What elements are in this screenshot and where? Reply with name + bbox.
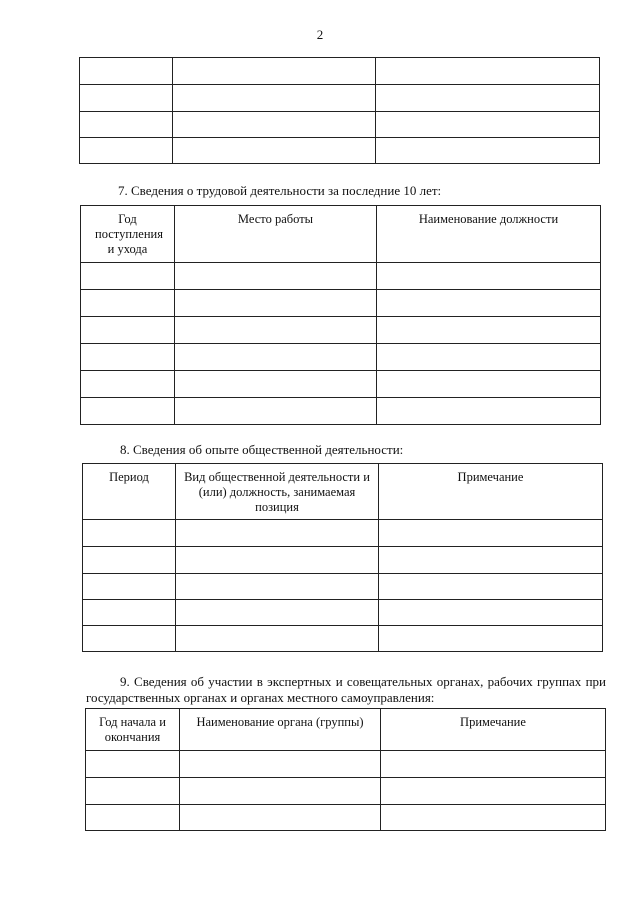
table-cell[interactable]	[83, 574, 176, 600]
table-cell[interactable]	[377, 344, 601, 371]
table-cell[interactable]	[81, 317, 175, 344]
table-cell[interactable]	[379, 600, 603, 626]
table-cell[interactable]	[175, 371, 377, 398]
column-header-period: Период	[83, 464, 176, 520]
table-cell[interactable]	[81, 290, 175, 317]
table-cell[interactable]	[80, 138, 173, 164]
table-cell[interactable]	[173, 138, 376, 164]
table-cell[interactable]	[175, 290, 377, 317]
table-cell[interactable]	[80, 112, 173, 138]
expert-bodies-table	[85, 708, 606, 831]
column-header-workplace: Место работы	[175, 206, 377, 263]
section-7-heading: 7. Сведения о трудовой деятельности за последние 10 лет:	[118, 183, 442, 198]
table-cell[interactable]	[86, 751, 180, 778]
table-cell[interactable]	[377, 263, 601, 290]
column-header-years: Год поступления и ухода	[81, 206, 175, 263]
table-cell[interactable]	[81, 263, 175, 290]
table-cell[interactable]	[81, 344, 175, 371]
table-cell[interactable]	[377, 398, 601, 425]
table-cell[interactable]	[376, 58, 600, 85]
employment-table	[80, 205, 601, 425]
table-cell[interactable]	[81, 371, 175, 398]
table-cell[interactable]	[80, 58, 173, 85]
table-cell[interactable]	[376, 85, 600, 112]
table-cell[interactable]	[379, 574, 603, 600]
table-cell[interactable]	[377, 317, 601, 344]
column-header-activity: Вид общественной деятельности и (или) должность, занимаемая позиция	[176, 464, 379, 520]
table-cell[interactable]	[173, 58, 376, 85]
table-cell[interactable]	[173, 112, 376, 138]
table-cell[interactable]	[86, 778, 180, 805]
table-cell[interactable]	[173, 85, 376, 112]
column-header-years: Год начала и окончания	[86, 709, 180, 751]
public-activity-table	[82, 463, 603, 652]
table-cell[interactable]	[175, 317, 377, 344]
continuation-table	[79, 57, 600, 164]
column-header-note: Примечание	[381, 709, 606, 751]
table-cell[interactable]	[83, 626, 176, 652]
table-cell[interactable]	[175, 344, 377, 371]
table-cell[interactable]	[180, 778, 381, 805]
table-cell[interactable]	[176, 574, 379, 600]
column-header-note: Примечание	[379, 464, 603, 520]
table-cell[interactable]	[180, 751, 381, 778]
table-cell[interactable]	[175, 398, 377, 425]
table-cell[interactable]	[81, 398, 175, 425]
table-cell[interactable]	[176, 547, 379, 574]
table-cell[interactable]	[83, 600, 176, 626]
table-cell[interactable]	[175, 263, 377, 290]
table-cell[interactable]	[80, 85, 173, 112]
table-cell[interactable]	[176, 626, 379, 652]
table-cell[interactable]	[83, 547, 176, 574]
column-header-position: Наименование должности	[377, 206, 601, 263]
table-cell[interactable]	[377, 290, 601, 317]
table-cell[interactable]	[381, 751, 606, 778]
page-number: 2	[316, 27, 324, 42]
table-cell[interactable]	[379, 520, 603, 547]
table-cell[interactable]	[376, 112, 600, 138]
table-cell[interactable]	[83, 520, 176, 547]
section-8-heading: 8. Сведения об опыте общественной деятельности:	[120, 442, 404, 457]
table-cell[interactable]	[176, 520, 379, 547]
table-cell[interactable]	[180, 805, 381, 831]
table-cell[interactable]	[381, 778, 606, 805]
column-header-body-name: Наименование органа (группы)	[180, 709, 381, 751]
table-cell[interactable]	[376, 138, 600, 164]
table-cell[interactable]	[381, 805, 606, 831]
table-cell[interactable]	[379, 626, 603, 652]
table-cell[interactable]	[377, 371, 601, 398]
table-cell[interactable]	[176, 600, 379, 626]
table-cell[interactable]	[379, 547, 603, 574]
section-9-heading: 9. Сведения об участии в экспертных и совещательных органах, рабочих группах при государственных органах и органах местного самоуправления:	[86, 674, 606, 705]
table-cell[interactable]	[86, 805, 180, 831]
